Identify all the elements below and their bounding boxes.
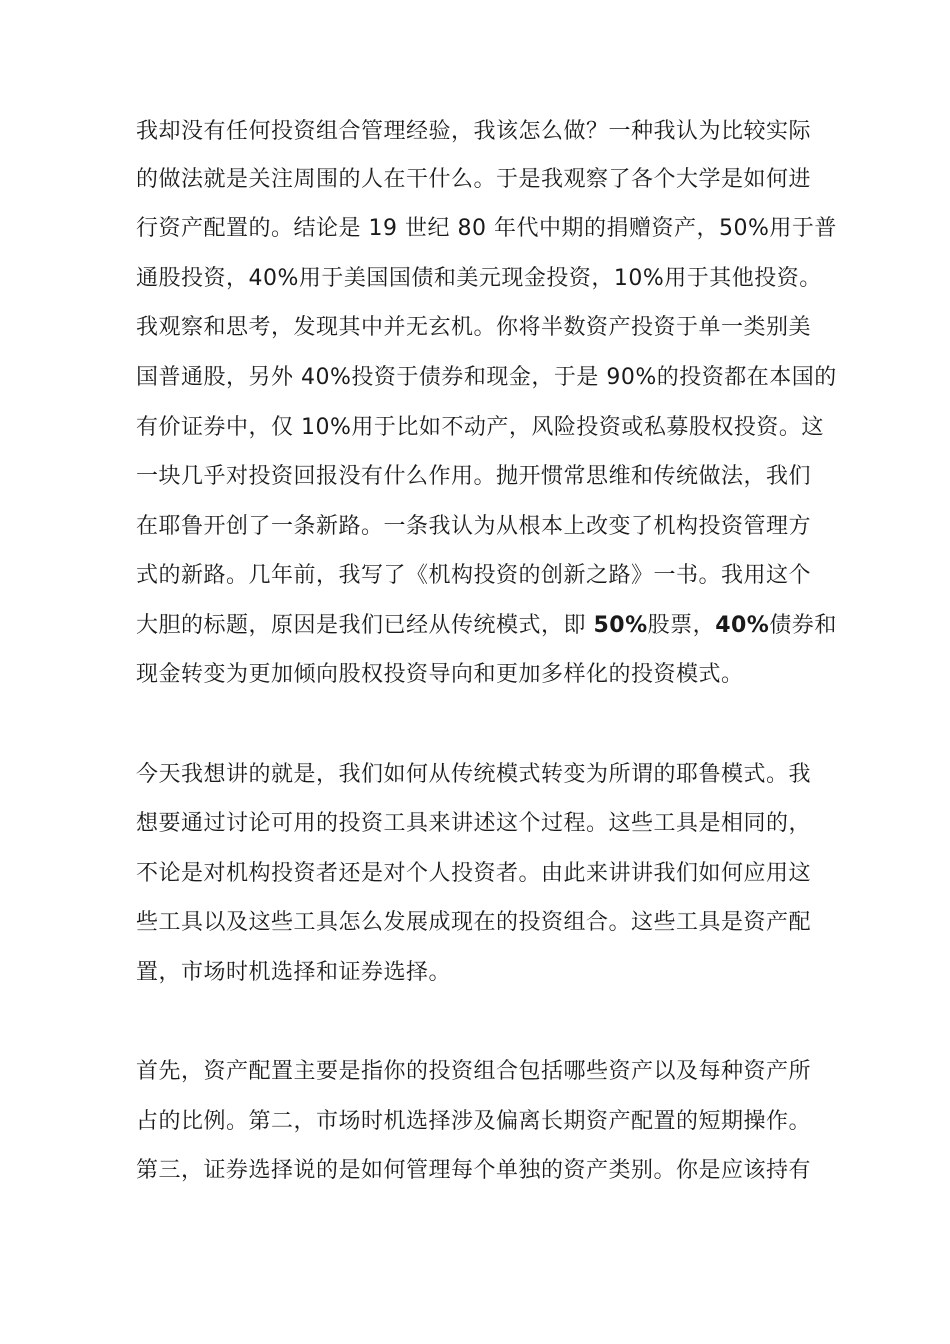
text-line: 式的新路。几年前，我写了《机构投资的创新之路》一书。我用这个 xyxy=(136,563,812,588)
text-line: 在耶鲁开创了一条新路。一条我认为从根本上改变了机构投资管理方 xyxy=(136,514,812,539)
text-line: 现金转变为更加倾向股权投资导向和更加多样化的投资模式。 xyxy=(136,662,744,687)
text-run: 大胆的标题，原因是我们已经从传统模式，即 xyxy=(136,613,594,638)
text-run: 债券和 xyxy=(769,613,837,638)
text-line: 占的比例。第二，市场时机选择涉及偏离长期资产配置的短期操作。 xyxy=(136,1109,812,1134)
text-run: 股票， xyxy=(647,613,716,638)
bold-percentage: 40% xyxy=(715,613,770,638)
text-line xyxy=(136,612,837,640)
text-line: 第三，证券选择说的是如何管理每个单独的资产类别。你是应该持有 xyxy=(136,1158,812,1183)
text-line: 通股投资，40%用于美国国债和美元现金投资，10%用于其他投资。 xyxy=(136,266,822,291)
text-line: 我却没有任何投资组合管理经验，我该怎么做？一种我认为比较实际 xyxy=(136,119,812,144)
text-line: 些工具以及这些工具怎么发展成现在的投资组合。这些工具是资产配 xyxy=(136,910,812,935)
text-line: 国普通股，另外 40%投资于债券和现金，于是 90%的投资都在本国的 xyxy=(136,365,837,390)
text-line: 不论是对机构投资者还是对个人投资者。由此来讲讲我们如何应用这 xyxy=(136,861,812,886)
text-line: 我观察和思考，发现其中并无玄机。你将半数资产投资于单一类别美 xyxy=(136,315,812,340)
text-line: 的做法就是关注周围的人在干什么。于是我观察了各个大学是如何进 xyxy=(136,167,812,192)
text-line: 想要通过讨论可用的投资工具来讲述这个过程。这些工具是相同的， xyxy=(136,811,812,836)
bold-percentage: 50% xyxy=(593,613,648,638)
text-line: 首先，资产配置主要是指你的投资组合包括哪些资产以及每种资产所 xyxy=(136,1059,812,1084)
text-line: 置，市场时机选择和证券选择。 xyxy=(136,960,452,985)
text-line: 一块几乎对投资回报没有什么作用。抛开惯常思维和传统做法，我们 xyxy=(136,464,812,489)
text-line: 今天我想讲的就是，我们如何从传统模式转变为所谓的耶鲁模式。我 xyxy=(136,762,812,787)
text-line: 有价证券中，仅 10%用于比如不动产，风险投资或私募股权投资。这 xyxy=(136,415,824,440)
text-line: 行资产配置的。结论是 19 世纪 80 年代中期的捐赠资产，50%用于普 xyxy=(136,216,837,241)
